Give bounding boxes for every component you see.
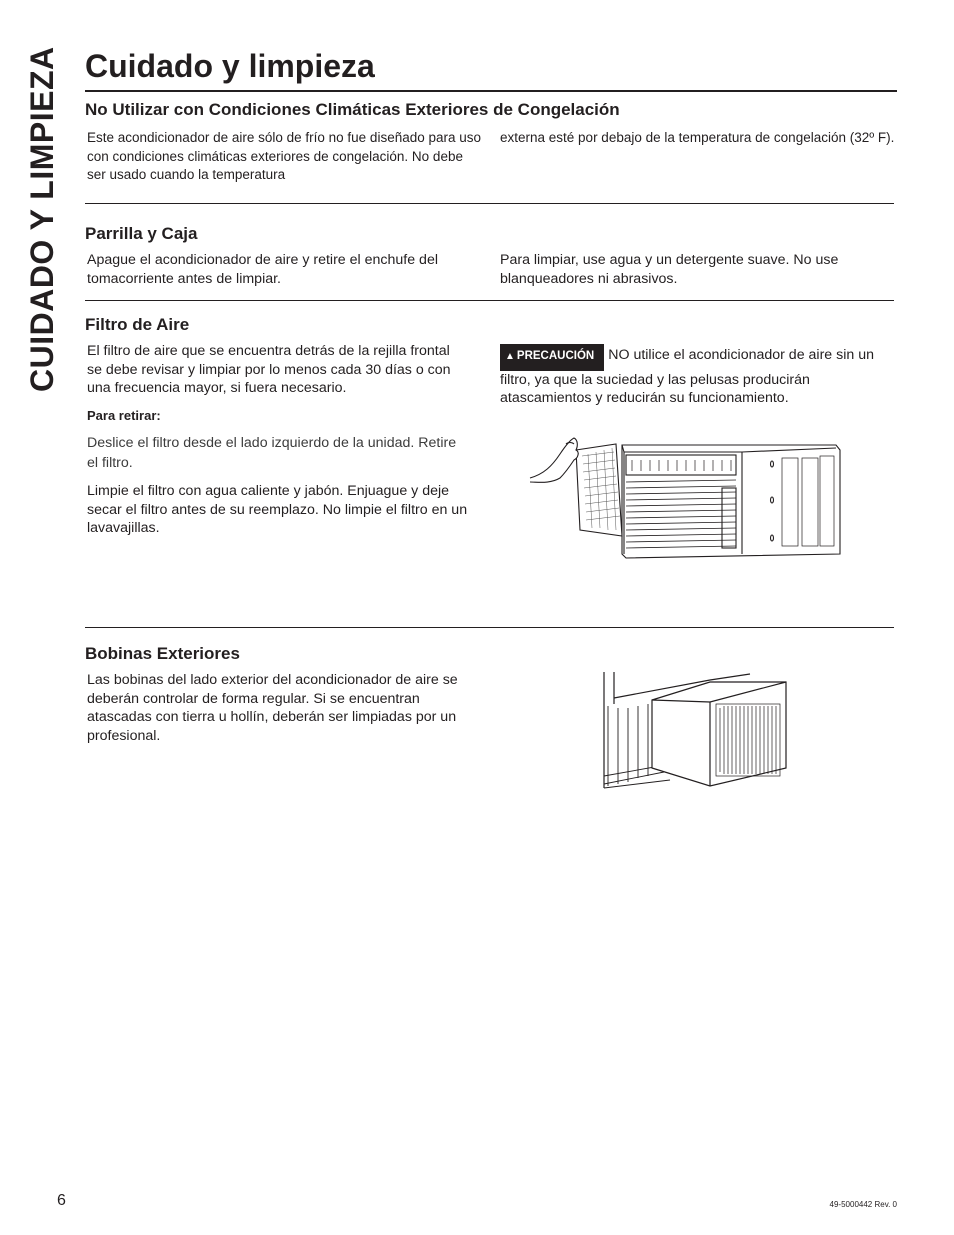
freezing-heading: No Utilizar con Condiciones Climáticas Exteriores de Congelación	[85, 100, 620, 119]
coils-text: Las bobinas del lado exterior del acondicionador de aire se deberán controlar de forma regular. Si se encuentran atascadas con tierra u hollín, deberán ser limpiadas por un profesional.	[87, 672, 458, 744]
grille-text-col2: Para limpiar, use agua y un detergente suave. No use blanqueadores ni abrasivos.	[500, 252, 839, 287]
warning-icon: ▲	[505, 351, 515, 362]
section-divider	[85, 203, 894, 204]
side-section-tab: CUIDADO Y LIMPIEZA	[24, 46, 60, 392]
caution-text: NO utilice el acondicionador de aire sin un filtro, ya que la suciedad y las pelusas producirán atascamientos y reducirán su funcionamiento.	[500, 347, 874, 406]
clean-text: Limpie el filtro con agua caliente y jabón. Enjuague y deje secar el filtro antes de su reemplazo. No limpie el filtro en un lavavajillas.	[87, 483, 468, 536]
section-divider	[85, 627, 894, 628]
coils-heading: Bobinas Exteriores	[85, 644, 240, 663]
section-divider	[85, 300, 894, 301]
caution-badge	[500, 344, 604, 371]
remove-text: Deslice el filtro desde el lado izquierdo de la unidad. Retire el filtro.	[87, 435, 457, 471]
document-code: 49-5000442 Rev. 0	[829, 1200, 897, 1209]
grille-text-col1: Apague el acondicionador de aire y retire el enchufe del tomacorriente antes de limpiar.	[87, 252, 438, 287]
freezing-text-col2: externa esté por debajo de la temperatura de congelación (32º F).	[500, 130, 895, 145]
remove-label: Para retirar:	[87, 408, 161, 423]
filter-heading: Filtro de Aire	[85, 315, 190, 334]
ac-filter-illustration	[526, 430, 846, 570]
caution-badge-label: PRECAUCIÓN	[516, 350, 595, 362]
grille-heading: Parrilla y Caja	[85, 224, 198, 243]
title-rule	[85, 90, 897, 92]
outdoor-coils-illustration	[600, 668, 800, 790]
filter-intro: El filtro de aire que se encuentra detrás de la rejilla frontal se debe revisar y limpiar por lo menos cada 30 días o con una frecuencia mayor, si fuera necesario.	[87, 343, 451, 396]
page-number: 6	[57, 1192, 66, 1209]
page-title: Cuidado y limpieza	[85, 48, 375, 84]
caution-block	[500, 346, 892, 408]
freezing-text-col1: Este acondicionador de aire sólo de frío no fue diseñado para uso con condiciones climáticas exteriores de congelación. No debe ser usado cuando la temperatura	[87, 130, 482, 182]
